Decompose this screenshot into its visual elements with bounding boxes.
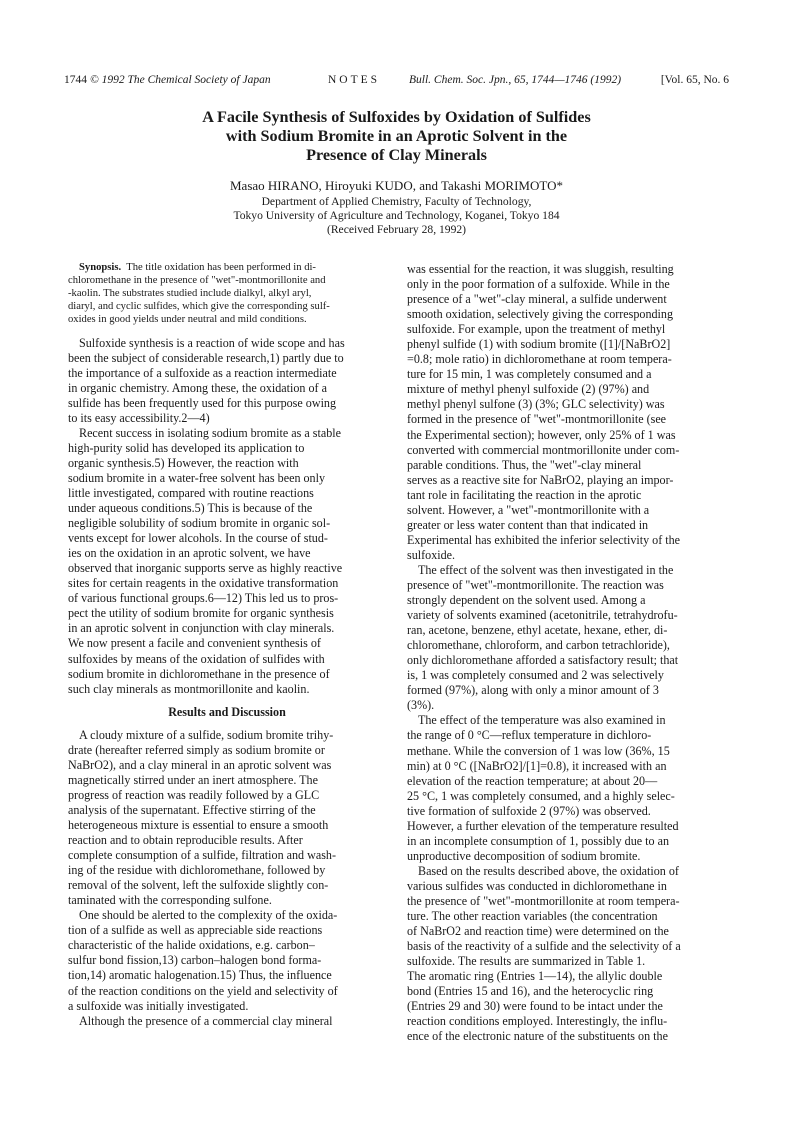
text-line: -kaolin. The substrates studied include dialkyl, alkyl aryl, (68, 287, 312, 299)
text-line: tant role in facilitating the reaction in the aprotic (407, 487, 642, 502)
text-line: vents except for lower alcohols. In the course of stud- (68, 531, 328, 546)
text-line: sodium bromite in dichloromethane in the presence of (68, 666, 330, 681)
text-line: magnetically stirred under an inert atmosphere. The (68, 772, 318, 787)
text-line: of the reaction conditions on the yield and selectivity of (68, 983, 338, 998)
text-line: removal of the solvent, left the sulfoxide slightly con- (68, 878, 329, 893)
text-line: of various functional groups.6—12) This led us to pros- (68, 591, 339, 606)
text-line: complete consumption of a sulfide, filtration and wash- (68, 848, 337, 863)
text-line: phenyl sulfide (1) with sodium bromite ([1]/[NaBrO2] (407, 337, 671, 352)
text-line: unproductive decomposition of sodium bromite. (407, 848, 641, 863)
text-line: Sulfoxide synthesis is a reaction of wide scope and has (79, 335, 345, 350)
title-line: with Sodium Bromite in an Aprotic Solvent in the (225, 127, 568, 145)
text-line: ture. The other reaction variables (the concentration (407, 909, 658, 924)
text-line: taminated with the corresponding sulfone. (68, 893, 272, 908)
text-line: =0.8; mole ratio) in dichloromethane at room tempera- (407, 352, 672, 367)
title-line: A Facile Synthesis of Sulfoxides by Oxidation of Sulfides (202, 108, 591, 126)
text-line: the Experimental section); however, only 25% of 1 was (407, 427, 676, 442)
text-line: heterogeneous mixture is essential to ensure a smooth (68, 817, 329, 832)
text-line: Although the presence of a commercial clay mineral (79, 1013, 333, 1028)
text-line: sulfoxide. For example, upon the treatment of methyl (407, 322, 666, 337)
text-line: (3%). (407, 698, 435, 713)
text-line: analysis of the supernatant. Effective stirring of the (68, 802, 316, 817)
results-text (68, 728, 386, 1029)
text-line: formed (97%), along with only a minor amount of 3 (407, 683, 659, 698)
text-line: sulfoxide. The results are summarized in Table 1. (407, 954, 646, 969)
text-line: progress of reaction was readily followed by a GLC (68, 787, 320, 802)
affiliation-line: Department of Applied Chemistry, Faculty of Technology, (261, 195, 532, 208)
text-line: min) at 0 °C ([NaBrO2]/[1]=0.8), it increased with an (407, 758, 667, 773)
text-line: oxides in good yields under neutral and mild conditions. (68, 313, 307, 325)
text-line: strongly dependent on the solvent used. Among a (407, 593, 646, 608)
right-column (407, 262, 725, 1044)
text-line: 25 °C, 1 was completely consumed, and a highly selec- (407, 788, 675, 803)
text-line: in an aprotic solvent in conjunction with clay minerals. (68, 621, 335, 636)
text-line: organic synthesis.5) However, the reaction with (68, 455, 299, 470)
text-line: a sulfoxide was initially investigated. (68, 998, 249, 1013)
text-line: reaction conditions employed. Interestingly, the influ- (407, 1014, 668, 1029)
synopsis-body (68, 275, 386, 327)
text-line: sodium bromite in a water-free solvent has been only (68, 470, 326, 485)
text-line: in organic chemistry. Among these, the oxidation of a (68, 380, 327, 395)
text-line: mixture of methyl phenyl sulfoxide (2) (97%) and (407, 382, 650, 397)
text-line: tion of a sulfide as well as appreciable side reactions (68, 923, 323, 938)
text-line: Based on the results described above, the oxidation of (418, 863, 679, 878)
text-line: Experimental has exhibited the inferior selectivity of the (407, 532, 681, 547)
text-line: diaryl, and cyclic sulfides, which give the corresponding sulf- (68, 300, 330, 312)
text-line: smooth oxidation, selectively giving the corresponding (407, 307, 674, 322)
title-line: Presence of Clay Minerals (306, 146, 487, 164)
volume-issue: [Vol. 65, No. 6 (660, 74, 729, 86)
text-line: only in the poor formation of a sulfoxide. While in the (407, 277, 670, 292)
text-line: ing of the residue with dichloromethane, followed by (68, 863, 326, 878)
received-date: (Received February 28, 1992) (326, 223, 467, 237)
synopsis-label: Synopsis. (79, 262, 122, 273)
text-line: high-purity solid has developed its application to (68, 440, 305, 455)
left-column (68, 262, 386, 1029)
text-line: presence of "wet"-montmorillonite. The reaction was (407, 577, 664, 592)
text-line: greater or less water content than that indicated in (407, 517, 649, 532)
synopsis (68, 262, 386, 327)
text-line: converted with commercial montmorillonite under com- (407, 442, 680, 457)
article-title (100, 108, 693, 165)
text-line: various sulfides was conducted in dichloromethane in (407, 878, 667, 893)
text-line: observed that inorganic supports serve as highly reactive (68, 561, 343, 576)
text-line: is, 1 was completely consumed and 2 was selectively (407, 668, 664, 683)
text-line: The effect of the temperature was also examined in (418, 713, 666, 728)
text-line: presence of a "wet"-clay mineral, a sulfide underwent (407, 292, 667, 307)
text-line: However, a further elevation of the temperature resulted (407, 818, 679, 833)
text-line: sites for certain reagents in the oxidative transformation (68, 576, 339, 591)
running-header (64, 74, 729, 88)
author-list: Masao HIRANO, Hiroyuki KUDO, and Takashi MORIMOTO* (230, 178, 563, 193)
page-number: 1744 (64, 74, 87, 86)
right-column-text (407, 262, 725, 1044)
text-line: methane. While the conversion of 1 was low (36%, 15 (407, 743, 670, 758)
text-line: to its easy accessibility.2—4) (68, 410, 210, 425)
text-line: methyl phenyl sulfone (3) (3%; GLC selectivity) was (407, 397, 665, 412)
text-line: pect the utility of sodium bromite for organic synthesis (68, 606, 334, 621)
introduction-text (68, 336, 386, 697)
text-line: little investigated, compared with routine reactions (68, 486, 314, 500)
synopsis-text: The title oxidation has been performed in di- (126, 262, 316, 273)
section-label: NOTES (328, 74, 381, 86)
text-line: sulfur bond fission,13) carbon–halogen bond forma- (68, 953, 322, 968)
text-line: We now present a facile and convenient synthesis of (68, 636, 321, 651)
text-line: sulfoxides by means of the oxidation of sulfides with (68, 651, 325, 666)
text-line: the range of 0 °C—reflux temperature in dichloro- (407, 728, 652, 743)
text-line: The aromatic ring (Entries 1—14), the allylic double (407, 969, 663, 984)
text-line: the presence of "wet"-montmorillonite at room tempera- (407, 893, 680, 908)
journal-citation: Bull. Chem. Soc. Jpn., 65, 1744—1746 (1992) (409, 74, 622, 86)
text-line: serves as a reactive site for NaBrO2, playing an impor- (407, 472, 674, 487)
affiliation-line: Tokyo University of Agriculture and Technology, Koganei, Tokyo 184 (233, 209, 560, 223)
text-line: the importance of a sulfoxide as a reaction intermediate (68, 365, 337, 380)
text-line: ture for 15 min, 1 was completely consumed and a (407, 367, 652, 382)
text-line: bond (Entries 15 and 16), and the heterocyclic ring (407, 984, 654, 999)
text-line: characteristic of the halide oxidations, e.g. carbon– (68, 938, 315, 953)
text-line: elevation of the reaction temperature; at about 20— (407, 773, 658, 788)
text-line: only dichloromethane afforded a satisfactory result; that (407, 653, 679, 668)
text-line: been the subject of considerable research,1) partly due to (68, 350, 344, 365)
text-line: under aqueous conditions.5) This is because of the (68, 501, 313, 516)
text-line: formed in the presence of "wet"-montmorillonite (see (407, 412, 667, 427)
text-line: parable conditions. Thus, the "wet"-clay mineral (407, 457, 642, 472)
text-line: ies on the oxidation in an aprotic solvent, we have (68, 546, 311, 561)
text-line: negligible solubility of sodium bromite in organic sol- (68, 516, 331, 531)
text-line: sulfoxide. (407, 547, 456, 562)
text-line: chloromethane, chloroform, and carbon tetrachloride), (407, 638, 670, 653)
copyright-notice: © 1992 The Chemical Society of Japan (90, 74, 271, 86)
text-line: reaction and to obtain reproducible results. After (68, 833, 303, 848)
text-line: A cloudy mixture of a sulfide, sodium bromite trihy- (79, 727, 334, 742)
text-line: tion,14) aromatic halogenation.15) Thus, the influence (68, 968, 332, 983)
text-line: tive formation of sulfoxide 2 (97%) was observed. (407, 803, 651, 818)
text-line: such clay minerals as montmorillonite and kaolin. (68, 681, 310, 696)
text-line: basis of the reactivity of a sulfide and the selectivity of a (407, 939, 681, 954)
affiliation (100, 195, 693, 238)
text-line: ran, acetone, benzene, ethyl acetate, hexane, ether, di- (407, 623, 668, 638)
text-line: was essential for the reaction, it was sluggish, resulting (407, 262, 674, 276)
text-line: ence of the electronic nature of the substituents on the (407, 1029, 668, 1044)
section-heading: Results and Discussion (168, 704, 286, 719)
text-line: chloromethane in the presence of "wet"-montmorillonite and (68, 274, 326, 286)
text-line: Recent success in isolating sodium bromite as a stable (79, 425, 341, 440)
text-line: (Entries 29 and 30) were found to be intact under the (407, 999, 663, 1014)
text-line: variety of solvents examined (acetonitrile, tetrahydrofu- (407, 608, 678, 623)
text-line: solvent. However, a "wet"-montmorillonite with a (407, 502, 650, 517)
text-line: The effect of the solvent was then investigated in the (418, 562, 674, 577)
text-line: sulfide has been frequently used for this purpose owing (68, 395, 337, 410)
text-line: of NaBrO2 and reaction time) were determined on the (407, 924, 669, 939)
text-line: NaBrO2), and a clay mineral in an aprotic solvent was (68, 757, 332, 772)
text-line: in an incomplete consumption of 1, possibly due to an (407, 833, 669, 848)
synopsis-first-line (68, 262, 386, 275)
text-line: drate (hereafter referred simply as sodium bromite or (68, 742, 325, 757)
text-line: One should be alerted to the complexity of the oxida- (79, 908, 338, 923)
